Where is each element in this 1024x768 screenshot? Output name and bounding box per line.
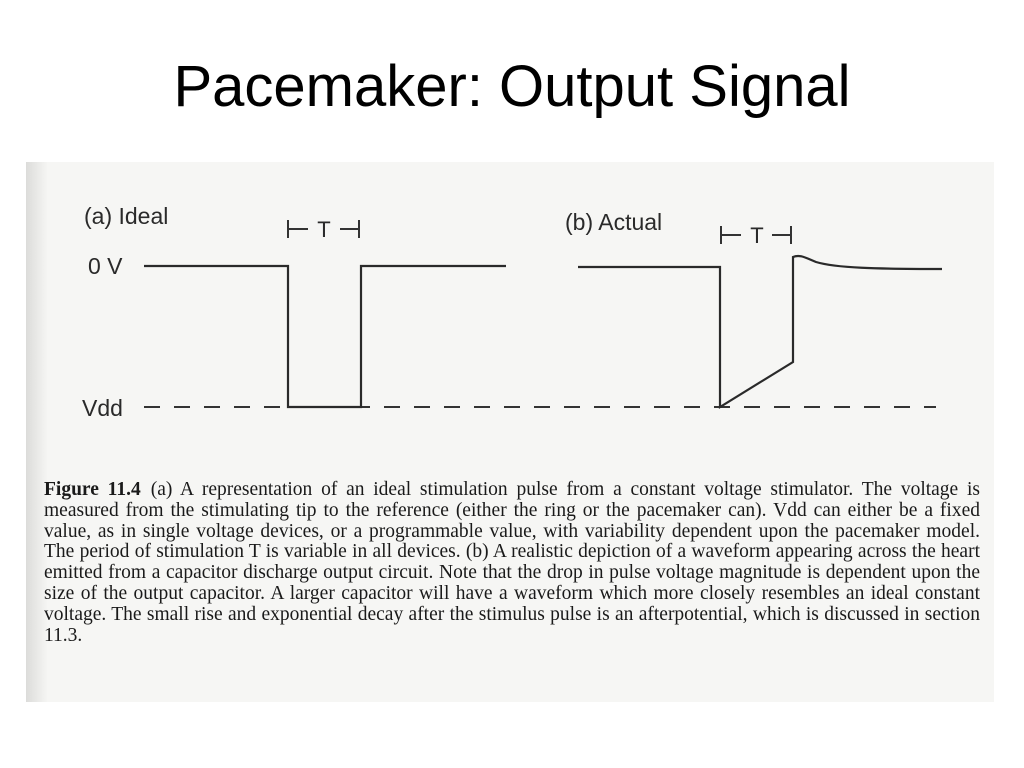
figure-number-label: Figure 11.4 xyxy=(44,479,141,500)
period-label-b: T xyxy=(750,223,764,248)
slide-title: Pacemaker: Output Signal xyxy=(173,54,851,119)
figure-scan xyxy=(26,162,994,702)
panel-a-label: (a) Ideal xyxy=(84,203,169,229)
zero-volt-label: 0 V xyxy=(88,253,123,279)
panel-b-label: (b) Actual xyxy=(565,209,663,235)
figure-caption-text: (a) A representation of an ideal stimulation pulse from a constant voltage stimulator. The voltage is measured from the stimulating tip to the reference (either the ring or the pacemaker can). Vdd can either be a fixed value, as in single voltage devices, or a programmable value, with variability dependent upon the pacemaker model. The period of stimulation T is variable in all devices. (b) A realistic depiction of a waveform appearing across the heart emitted from a capacitor discharge output circuit. Note that the drop in pulse voltage magnitude is dependent upon the size of the output capacitor. A larger capacitor will have a waveform which more closely resembles an ideal constant voltage. The small rise and exponential decay after the stimulus pulse is an afterpotential, which is discussed in section 11.3. xyxy=(44,479,980,646)
period-label-a: T xyxy=(317,217,331,242)
actual-waveform xyxy=(578,256,942,407)
figure-caption xyxy=(44,480,980,646)
waveform-diagram xyxy=(26,162,994,472)
vdd-label: Vdd xyxy=(82,395,123,421)
ideal-waveform xyxy=(144,266,506,407)
